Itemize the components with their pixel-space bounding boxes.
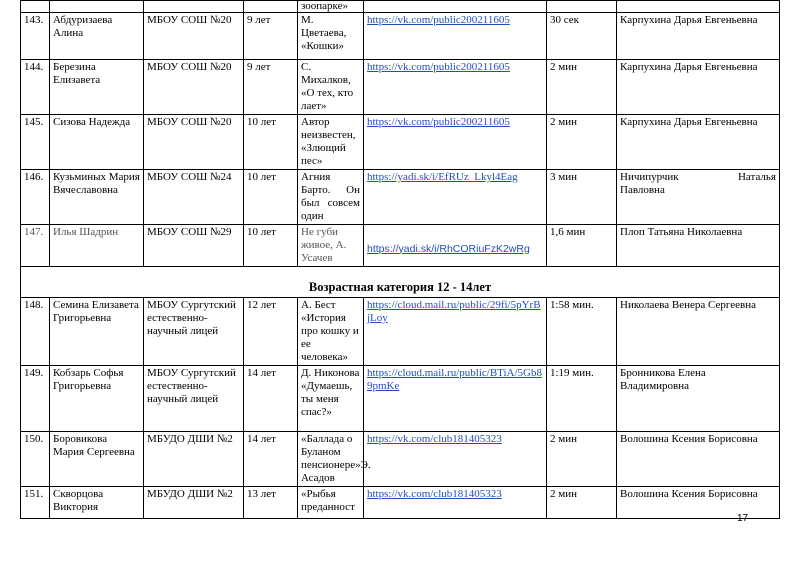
cell-work: «Рыбья преданност <box>298 487 364 519</box>
cell-age: 9 лет <box>244 60 298 115</box>
cell-link <box>364 115 547 170</box>
cell-age: 13 лет <box>244 487 298 519</box>
cell-work: Агния Барто. Он был совсем один <box>298 170 364 225</box>
cell-duration: 2 мин <box>547 487 617 519</box>
cell-name: Абдуризаева Алина <box>50 13 144 60</box>
cell-name: Березина Елизавета <box>50 60 144 115</box>
video-link[interactable]: https://yadi.sk/i/RhCORiuFzK2wRg <box>367 242 530 255</box>
video-link[interactable]: https://vk.com/public200211605 <box>367 61 510 73</box>
cell-name: Илья Шадрин <box>50 225 144 267</box>
participants-table <box>20 0 780 519</box>
cell-num: 151. <box>21 487 50 519</box>
cell-school: МБОУ Сургутский естественно-научный лицей <box>144 366 244 432</box>
cell-school: МБУДО ДШИ №2 <box>144 487 244 519</box>
cell-school: МБОУ Сургутский естественно-научный лицей <box>144 298 244 366</box>
cell-work: Д. Никонова «Думаешь, ты меня спас?» <box>298 366 364 432</box>
cell-age: 9 лет <box>244 13 298 60</box>
cell-work: Не губи живое, А. Усачев <box>298 225 364 267</box>
cell-age: 10 лет <box>244 115 298 170</box>
cell-age: 14 лет <box>244 432 298 487</box>
cell-teacher: Бронникова Елена Владимировна <box>617 366 780 432</box>
cell-link <box>364 298 547 366</box>
teacher-firstname: Наталья <box>737 171 776 183</box>
cell-link <box>364 225 547 267</box>
cell-link <box>364 366 547 432</box>
cell-num: 147. <box>21 225 50 267</box>
cell-name: Кобзарь Софья Григорьевна <box>50 366 144 432</box>
cell-school: МБОУ СОШ №29 <box>144 225 244 267</box>
cell-teacher: Плоп Татьяна Николаевна <box>617 225 780 267</box>
video-link[interactable]: https://vk.com/public200211605 <box>367 116 510 128</box>
cell-teacher: Карпухина Дарья Евгеньевна <box>617 115 780 170</box>
table-row <box>21 432 780 487</box>
cell-teacher: Карпухина Дарья Евгеньевна <box>617 60 780 115</box>
cell-link <box>364 487 547 519</box>
teacher-line <box>620 171 776 184</box>
table-row <box>21 366 780 432</box>
cell-duration: 2 мин <box>547 60 617 115</box>
teacher-patronymic: Павловна <box>620 184 665 196</box>
cell-work: С. Михалков, «О тех, кто лает» <box>298 60 364 115</box>
cell-duration: 30 сек <box>547 13 617 60</box>
cell-num: 148. <box>21 298 50 366</box>
cell-school: МБОУ СОШ №20 <box>144 60 244 115</box>
cell-work: А. Бест «История про кошку и ее человека» <box>298 298 364 366</box>
cell-work: зоопарке» <box>298 1 364 13</box>
table-row <box>21 298 780 366</box>
cell-name: Сизова Надежда <box>50 115 144 170</box>
cell-age: 14 лет <box>244 366 298 432</box>
cell-num: 146. <box>21 170 50 225</box>
cell-teacher: Николаева Венера Сергеевна <box>617 298 780 366</box>
category-row <box>21 267 780 298</box>
cell-name: Боровикова Мария Сергеевна <box>50 432 144 487</box>
cell-teacher: Карпухина Дарья Евгеньевна <box>617 13 780 60</box>
cell-age: 12 лет <box>244 298 298 366</box>
video-link[interactable]: https://cloud.mail.ru/public/29fi/5pYrBjLoy <box>367 299 541 324</box>
category-title: Возрастная категория 12 - 14лет <box>21 267 780 298</box>
cell-name: Кузьминых Мария Вячеславовна <box>50 170 144 225</box>
cell-num: 149. <box>21 366 50 432</box>
cell-link <box>364 13 547 60</box>
video-link[interactable]: https://vk.com/public200211605 <box>367 14 510 26</box>
cell-num: 144. <box>21 60 50 115</box>
table-row <box>21 1 780 13</box>
cell-name: Скворцова Виктория <box>50 487 144 519</box>
video-link[interactable]: https://cloud.mail.ru/public/BTiA/5Gb89pmKe <box>367 367 542 392</box>
cell-age: 10 лет <box>244 170 298 225</box>
cell-teacher <box>617 170 780 225</box>
cell-age: 10 лет <box>244 225 298 267</box>
cell-work: Автор неизвестен, «Злющий пес» <box>298 115 364 170</box>
cell-link <box>364 170 547 225</box>
cell-duration: 1,6 мин <box>547 225 617 267</box>
cell-duration: 1:19 мин. <box>547 366 617 432</box>
cell-work: М. Цветаева, «Кошки» <box>298 13 364 60</box>
table-row <box>21 170 780 225</box>
cell-work: «Баллада о Буланом пенсионере»Э. Асадов <box>298 432 364 487</box>
cell-num: 145. <box>21 115 50 170</box>
cell-num: 143. <box>21 13 50 60</box>
table-row <box>21 487 780 519</box>
teacher-surname: Ничипурчик <box>620 171 679 183</box>
cell-num: 150. <box>21 432 50 487</box>
cell-duration: 3 мин <box>547 170 617 225</box>
cell-school: МБОУ СОШ №24 <box>144 170 244 225</box>
cell-duration: 2 мин <box>547 115 617 170</box>
cell-name: Семина Елизавета Григорьевна <box>50 298 144 366</box>
video-link[interactable]: https://vk.com/club181405323 <box>367 488 502 500</box>
page-number: 17 <box>737 513 749 524</box>
cell-link <box>364 432 547 487</box>
cell-school: МБОУ СОШ №20 <box>144 115 244 170</box>
table-row <box>21 60 780 115</box>
table-row <box>21 13 780 60</box>
table-row <box>21 115 780 170</box>
table-row <box>21 225 780 267</box>
cell-duration: 1:58 мин. <box>547 298 617 366</box>
video-link[interactable]: https://vk.com/club181405323 <box>367 433 502 445</box>
cell-duration: 2 мин <box>547 432 617 487</box>
cell-teacher: Волошина Ксения Борисовна <box>617 432 780 487</box>
cell-school: МБУДО ДШИ №2 <box>144 432 244 487</box>
cell-link <box>364 60 547 115</box>
video-link[interactable]: https://yadi.sk/i/EfRUz_Lkyl4Eag <box>367 171 518 183</box>
cell-school: МБОУ СОШ №20 <box>144 13 244 60</box>
cell-teacher: Волошина Ксения Борисовна <box>617 487 780 519</box>
